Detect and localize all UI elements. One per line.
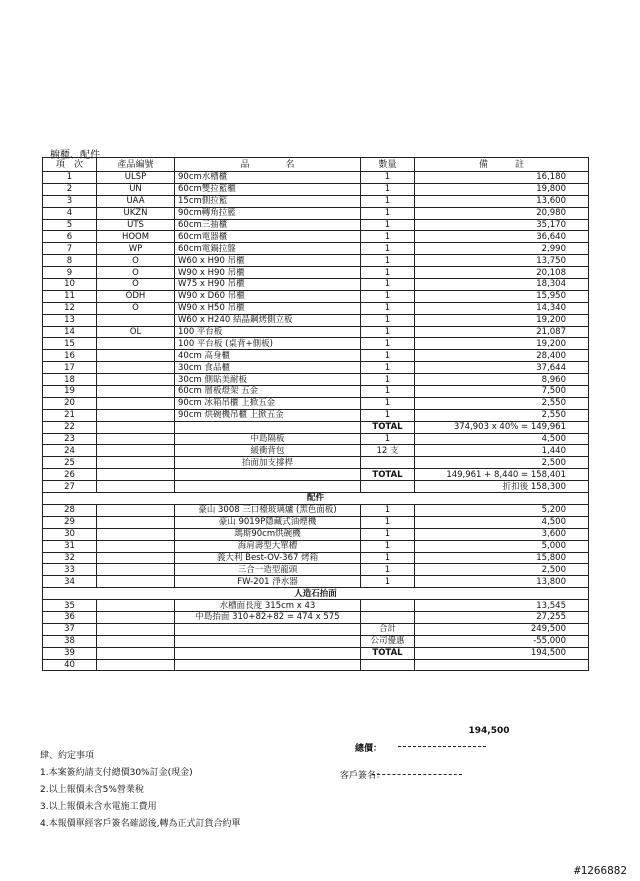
product-name: 60cm電器櫃 [175, 231, 361, 243]
product-code: UKZN [97, 207, 175, 219]
product-name [175, 421, 361, 433]
remark: 19,200 [415, 338, 589, 350]
quantity: 1 [361, 552, 415, 564]
remark: 14,340 [415, 302, 589, 314]
table-header-row [43, 158, 589, 172]
quantity: 1 [361, 516, 415, 528]
quantity: 1 [361, 397, 415, 409]
row-number: 20 [43, 397, 97, 409]
product-name: 100 平台板 [175, 326, 361, 338]
quantity: 1 [361, 207, 415, 219]
product-name: 90cm 冰箱吊櫃 上掀五金 [175, 397, 361, 409]
table-row [43, 183, 589, 195]
product-name: 30cm 側貼美耐板 [175, 374, 361, 386]
row-number: 3 [43, 195, 97, 207]
row-number: 4 [43, 207, 97, 219]
quantity: 1 [361, 302, 415, 314]
remark: 4,500 [415, 516, 589, 528]
header-code: 產品編號 [97, 158, 175, 172]
remark: -55,000 [415, 635, 589, 647]
remark: 27,255 [415, 611, 589, 623]
accessories-header-row [43, 493, 589, 505]
table-row [43, 172, 589, 184]
remark: 13,600 [415, 195, 589, 207]
quantity: 1 [361, 314, 415, 326]
product-name: 100 平台板 (桌背+側板) [175, 338, 361, 350]
remark: 13,750 [415, 255, 589, 267]
row-number: 33 [43, 564, 97, 576]
accessory-row [43, 516, 589, 528]
quantity: TOTAL [361, 421, 415, 433]
row-number: 36 [43, 611, 97, 623]
row-number: 9 [43, 267, 97, 279]
row-number: 5 [43, 219, 97, 231]
header-name: 品 名 [175, 158, 361, 172]
accessory-row [43, 528, 589, 540]
row-number: 18 [43, 374, 97, 386]
quantity: 1 [361, 362, 415, 374]
stone-row [43, 635, 589, 647]
remark: 4,500 [415, 433, 589, 445]
remark: 35,170 [415, 219, 589, 231]
row-number: 29 [43, 516, 97, 528]
product-code [97, 433, 175, 445]
product-code [97, 516, 175, 528]
product-code [97, 576, 175, 588]
header-qty: 數量 [361, 158, 415, 172]
remark: 折扣後 158,300 [415, 481, 589, 493]
remark: 8,960 [415, 374, 589, 386]
remark: 2,550 [415, 409, 589, 421]
row-number: 21 [43, 409, 97, 421]
table-row [43, 279, 589, 291]
quantity [361, 600, 415, 612]
product-name: 30cm 食品櫃 [175, 362, 361, 374]
table-row [43, 397, 589, 409]
remark: 15,950 [415, 290, 589, 302]
table-row [43, 290, 589, 302]
stone-row [43, 647, 589, 659]
customer-sign-line [372, 774, 462, 775]
table-row [43, 255, 589, 267]
row-number: 17 [43, 362, 97, 374]
quantity: 1 [361, 195, 415, 207]
product-name: 海肩壽型大單槽 [175, 540, 361, 552]
quantity: 1 [361, 183, 415, 195]
row-number: 8 [43, 255, 97, 267]
accessory-row [43, 552, 589, 564]
stone-header-row [43, 588, 589, 600]
product-code [97, 647, 175, 659]
remark: 37,644 [415, 362, 589, 374]
quantity: 1 [361, 564, 415, 576]
product-code [97, 481, 175, 493]
accessory-row [43, 576, 589, 588]
row-number: 35 [43, 600, 97, 612]
quantity: 1 [361, 290, 415, 302]
final-total: 194,500 [468, 726, 510, 736]
terms-section [40, 748, 240, 833]
product-name: 三合一造型龍頭 [175, 564, 361, 576]
quantity: 1 [361, 374, 415, 386]
table-row [43, 243, 589, 255]
product-code [97, 457, 175, 469]
quantity: 1 [361, 350, 415, 362]
remark: 374,903 x 40% = 149,961 [415, 421, 589, 433]
product-code: O [97, 267, 175, 279]
product-code [97, 409, 175, 421]
remark: 19,200 [415, 314, 589, 326]
stone-row [43, 659, 589, 671]
product-name: 抬面加支撐桿 [175, 457, 361, 469]
product-code: UN [97, 183, 175, 195]
product-code [97, 564, 175, 576]
table-row [43, 195, 589, 207]
row-number: 24 [43, 445, 97, 457]
product-code [97, 397, 175, 409]
quote-table [42, 157, 589, 671]
table-row [43, 457, 589, 469]
product-name: FW-201 淨水器 [175, 576, 361, 588]
row-number: 27 [43, 481, 97, 493]
row-number: 30 [43, 528, 97, 540]
header-no: 項 次 [43, 158, 97, 172]
remark: 21,087 [415, 326, 589, 338]
remark: 20,108 [415, 267, 589, 279]
quantity: 1 [361, 433, 415, 445]
product-name: W90 x D60 吊櫃 [175, 290, 361, 302]
row-number: 34 [43, 576, 97, 588]
row-number: 28 [43, 504, 97, 516]
quantity: 1 [361, 279, 415, 291]
product-name: 中島隔板 [175, 433, 361, 445]
stone-row [43, 600, 589, 612]
term-item: 4.本報價單經客戶簽名確認後,轉為正式訂貨合約單 [40, 819, 241, 829]
product-code: ULSP [97, 172, 175, 184]
quantity [361, 481, 415, 493]
grand-total-label: 總價： [355, 744, 383, 754]
row-number: 13 [43, 314, 97, 326]
product-name: 60cm電鍋拉盤 [175, 243, 361, 255]
quantity: 1 [361, 504, 415, 516]
term-item: 3.以上報價未含水電施工費用 [40, 802, 157, 812]
row-number: 14 [43, 326, 97, 338]
product-code: HOOM [97, 231, 175, 243]
table-row [43, 207, 589, 219]
product-name: 40cm 高身櫃 [175, 350, 361, 362]
remark: 249,500 [415, 623, 589, 635]
row-number: 39 [43, 647, 97, 659]
remark [415, 659, 589, 671]
remark: 13,545 [415, 600, 589, 612]
product-name [175, 481, 361, 493]
remark: 20,980 [415, 207, 589, 219]
product-name: 90cm 烘碗機吊櫃 上掀五金 [175, 409, 361, 421]
table-row [43, 338, 589, 350]
product-name: 中島抬面 310+82+82 = 474 x 575 [175, 611, 361, 623]
product-name: 豪山 9019P隱藏式油煙機 [175, 516, 361, 528]
table-row [43, 362, 589, 374]
accessory-row [43, 504, 589, 516]
remark: 13,800 [415, 576, 589, 588]
terms-title: 肆、約定事項 [40, 751, 95, 761]
row-number: 26 [43, 469, 97, 481]
product-name: 豪山 3008 三口檯玻璃爐 (黑色面板) [175, 504, 361, 516]
product-code [97, 611, 175, 623]
product-code [97, 552, 175, 564]
quantity: 1 [361, 172, 415, 184]
product-name [175, 647, 361, 659]
remark: 28,400 [415, 350, 589, 362]
product-name: 水槽面長度 315cm x 43 [175, 600, 361, 612]
table-row [43, 267, 589, 279]
row-number: 31 [43, 540, 97, 552]
remark: 36,640 [415, 231, 589, 243]
row-number: 38 [43, 635, 97, 647]
term-item: 2.以上報價未含5%營業稅 [40, 785, 144, 795]
product-code [97, 386, 175, 398]
quantity: 合計 [361, 623, 415, 635]
product-code: ODH [97, 290, 175, 302]
product-code [97, 421, 175, 433]
product-code: WP [97, 243, 175, 255]
row-number: 16 [43, 350, 97, 362]
row-number: 25 [43, 457, 97, 469]
product-code [97, 338, 175, 350]
quantity: 1 [361, 219, 415, 231]
product-name: 義大利 Best-OV-367 烤箱 [175, 552, 361, 564]
table-row [43, 409, 589, 421]
product-code [97, 374, 175, 386]
row-number: 10 [43, 279, 97, 291]
remark: 2,550 [415, 397, 589, 409]
quantity: 12 支 [361, 445, 415, 457]
remark: 19,800 [415, 183, 589, 195]
table-row [43, 445, 589, 457]
product-code [97, 504, 175, 516]
product-name [175, 635, 361, 647]
product-code: UTS [97, 219, 175, 231]
product-name: W60 x H240 結晶鋼烤側立板 [175, 314, 361, 326]
term-item: 1.本案簽約請支付總價30%訂金(現金) [40, 768, 193, 778]
product-code: O [97, 279, 175, 291]
product-name: 15cm側拉籃 [175, 195, 361, 207]
remark: 5,000 [415, 540, 589, 552]
quantity: 1 [361, 576, 415, 588]
table-row [43, 386, 589, 398]
quantity: TOTAL [361, 647, 415, 659]
remark: 15,800 [415, 552, 589, 564]
remark: 5,200 [415, 504, 589, 516]
quantity: 1 [361, 409, 415, 421]
row-number: 1 [43, 172, 97, 184]
quantity [361, 457, 415, 469]
quantity: 1 [361, 540, 415, 552]
quantity: 1 [361, 243, 415, 255]
product-code [97, 445, 175, 457]
row-number: 37 [43, 623, 97, 635]
row-number: 7 [43, 243, 97, 255]
table-row [43, 433, 589, 445]
product-name: 60cm三抽櫃 [175, 219, 361, 231]
table-row [43, 374, 589, 386]
product-name: 60cm雙拉籃櫃 [175, 183, 361, 195]
document-id: #1266882 [574, 864, 627, 877]
quantity: 1 [361, 231, 415, 243]
product-code: UAA [97, 195, 175, 207]
product-name: W90 x H50 吊櫃 [175, 302, 361, 314]
stone-header: 人造石抬面 [43, 588, 589, 600]
product-code [97, 528, 175, 540]
customer-sign-label: 客戶簽名： [340, 771, 386, 781]
table-row [43, 326, 589, 338]
product-name: W60 x H90 吊櫃 [175, 255, 361, 267]
product-name: 60cm 層板燈架 五金 [175, 386, 361, 398]
row-number: 32 [43, 552, 97, 564]
product-code [97, 350, 175, 362]
product-code [97, 362, 175, 374]
section-title: 櫥櫃、配件 [50, 150, 100, 161]
remark: 1,440 [415, 445, 589, 457]
product-name: 90cm水槽櫃 [175, 172, 361, 184]
quantity: 公司優惠 [361, 635, 415, 647]
product-name [175, 623, 361, 635]
quantity: 1 [361, 267, 415, 279]
stone-row [43, 623, 589, 635]
table-row [43, 469, 589, 481]
remark: 149,961 + 8,440 = 158,401 [415, 469, 589, 481]
row-number: 2 [43, 183, 97, 195]
product-name [175, 659, 361, 671]
remark: 2,990 [415, 243, 589, 255]
product-name: W75 x H90 吊櫃 [175, 279, 361, 291]
product-code [97, 635, 175, 647]
product-name: 緩衝背包 [175, 445, 361, 457]
quantity [361, 611, 415, 623]
product-code: O [97, 255, 175, 267]
accessory-row [43, 540, 589, 552]
product-name [175, 469, 361, 481]
quantity: 1 [361, 386, 415, 398]
row-number: 23 [43, 433, 97, 445]
quantity: 1 [361, 528, 415, 540]
product-name: 瑪斯90cm烘碗機 [175, 528, 361, 540]
product-name: W90 x H90 吊櫃 [175, 267, 361, 279]
product-code: O [97, 302, 175, 314]
remark: 18,304 [415, 279, 589, 291]
product-code [97, 540, 175, 552]
quantity: TOTAL [361, 469, 415, 481]
row-number: 22 [43, 421, 97, 433]
quantity: 1 [361, 255, 415, 267]
remark: 3,600 [415, 528, 589, 540]
product-code [97, 469, 175, 481]
remark: 7,500 [415, 386, 589, 398]
quantity [361, 659, 415, 671]
table-row [43, 314, 589, 326]
product-code: OL [97, 326, 175, 338]
product-code [97, 623, 175, 635]
table-row [43, 481, 589, 493]
row-number: 11 [43, 290, 97, 302]
table-row [43, 421, 589, 433]
table-row [43, 219, 589, 231]
table-row [43, 302, 589, 314]
header-note: 備 註 [415, 158, 589, 172]
product-code [97, 659, 175, 671]
row-number: 6 [43, 231, 97, 243]
product-code [97, 314, 175, 326]
table-row [43, 231, 589, 243]
product-code [97, 600, 175, 612]
grand-total-line [398, 746, 486, 747]
row-number: 40 [43, 659, 97, 671]
row-number: 19 [43, 386, 97, 398]
stone-row [43, 611, 589, 623]
row-number: 12 [43, 302, 97, 314]
accessory-row [43, 564, 589, 576]
remark: 16,180 [415, 172, 589, 184]
table-row [43, 350, 589, 362]
row-number: 15 [43, 338, 97, 350]
remark: 194,500 [415, 647, 589, 659]
product-name: 90cm轉角拉籃 [175, 207, 361, 219]
remark: 2,500 [415, 457, 589, 469]
quantity: 1 [361, 338, 415, 350]
remark: 2,500 [415, 564, 589, 576]
accessories-header: 配件 [43, 493, 589, 505]
quantity: 1 [361, 326, 415, 338]
